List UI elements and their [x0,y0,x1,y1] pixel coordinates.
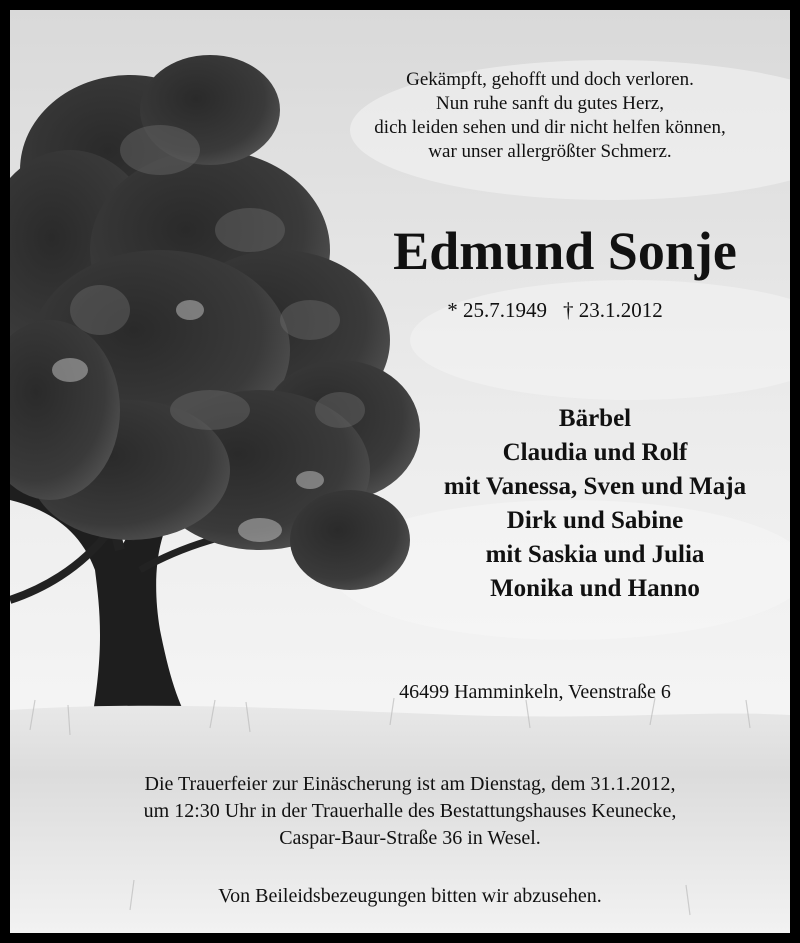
family-address: 46499 Hamminkeln, Veenstraße 6 [399,681,671,703]
memorial-poem [310,68,790,164]
life-dates [340,296,770,324]
death-date: † 23.1.2012 [563,298,663,322]
mourner-line: Monika und Hanno [490,575,700,602]
mourner-line: Bärbel [558,405,632,432]
deceased-name: Edmund Sonje [393,221,737,281]
service-line: Die Trauerfeier zur Einäscherung ist am Dienstag, dem 31.1.2012, [144,773,676,795]
poem-line: Nun ruhe sanft du gutes Herz, [436,93,664,114]
mourner-line: mit Vanessa, Sven und Maja [443,473,747,500]
condolence-note: Von Beileidsbezeugungen bitten wir abzusehen. [218,885,602,907]
poem-line: Gekämpft, gehofft und doch verloren. [406,69,694,90]
mourner-line: Claudia und Rolf [502,439,688,466]
poem-line: war unser allergrößter Schmerz. [428,141,672,162]
birth-date: * 25.7.1949 [447,298,547,322]
service-line: Caspar-Baur-Straße 36 in Wesel. [279,827,541,849]
mourners-list [400,402,790,606]
funeral-service-info [30,771,790,852]
mourner-line: mit Saskia und Julia [485,541,705,568]
service-line: um 12:30 Uhr in der Trauerhalle des Bestattungshauses Keunecke, [143,800,677,822]
mourner-line: Dirk und Sabine [506,507,684,534]
poem-line: dich leiden sehen und dir nicht helfen können, [374,117,726,138]
